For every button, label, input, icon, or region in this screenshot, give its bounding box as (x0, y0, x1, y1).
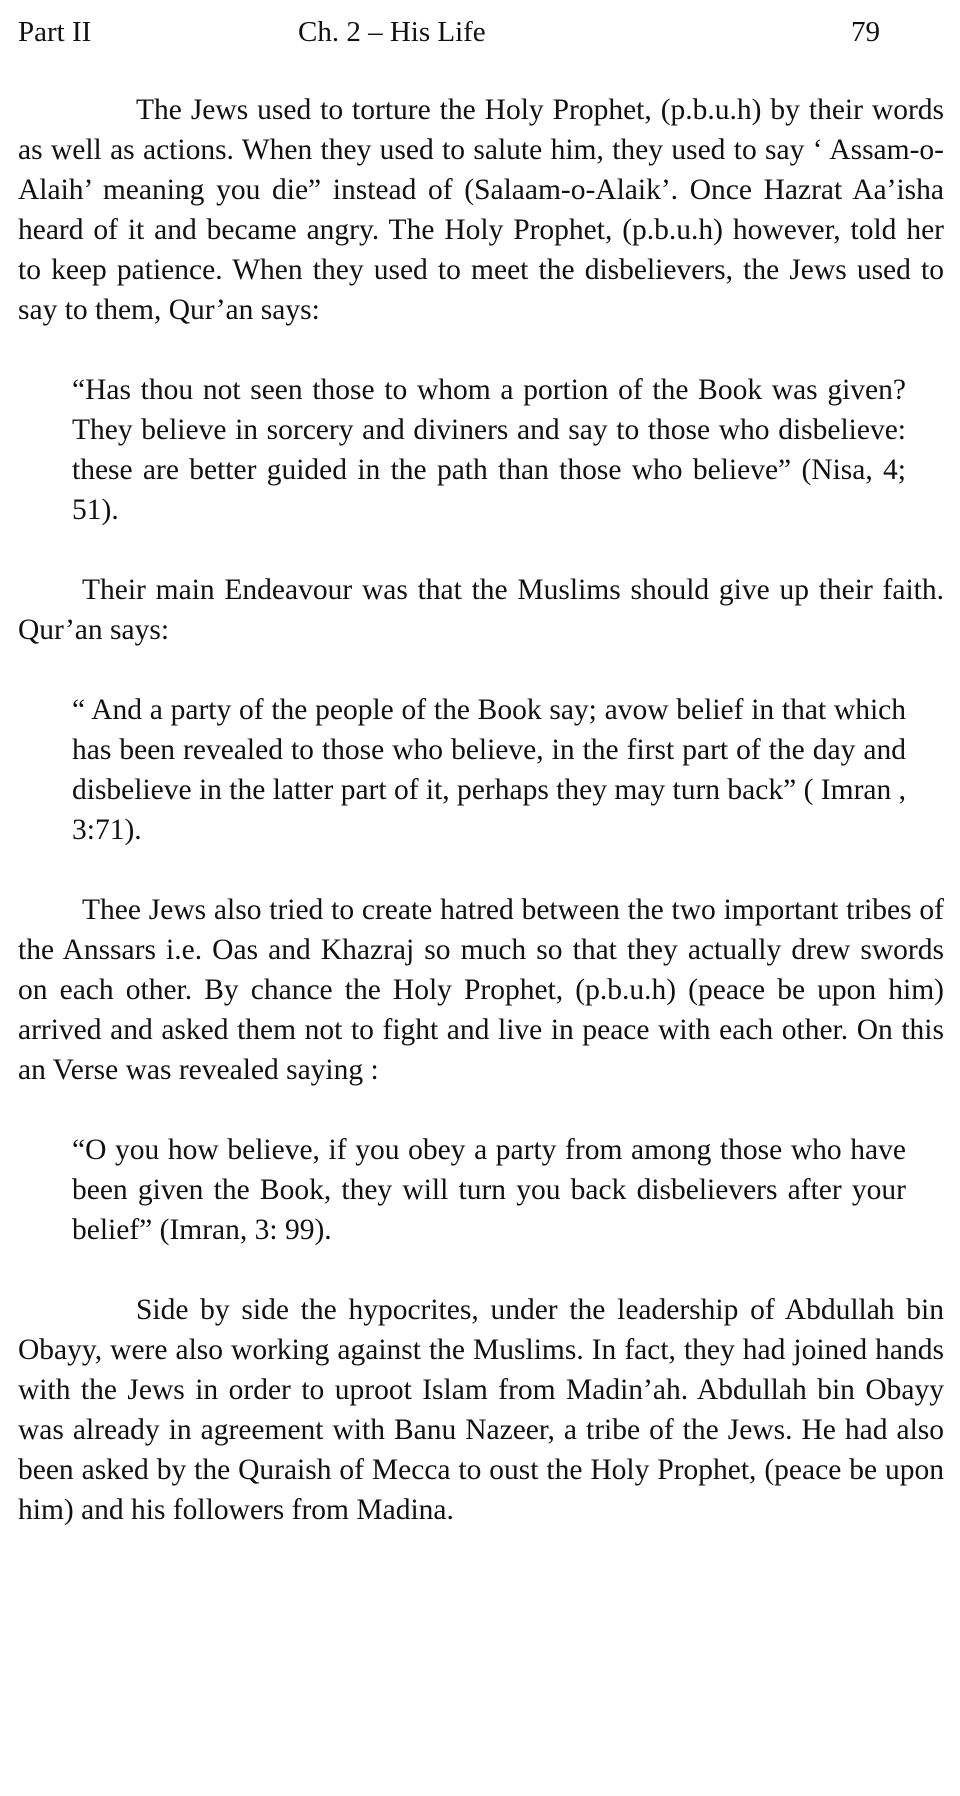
paragraph-4: Side by side the hypocrites, under the leadership of Abdullah bin Obayy, were also working against the Muslims. In fact, they had joined hands with the Jews in order to uproot Islam from Madin’ah. Abdullah bin Obayy was already in agreement with Banu Nazeer, a tribe of the Jews. He had also been asked by the Quraish of Mecca to oust the Holy Prophet, (peace be upon him) and his followers from Madina. (18, 1294, 944, 1526)
running-header (18, 14, 880, 54)
paragraph-1: The Jews used to torture the Holy Prophet, (p.b.u.h) by their words as well as actions. When they used to salute him, they used to say ‘ Assam-o-Alaih’ meaning you die” instead of (Salaam-o-Alaik’. Once Hazrat Aa’isha heard of it and became angry. The Holy Prophet, (p.b.u.h) however, told her to keep patience. When they used to meet the disbelievers, the Jews used to say to them, Qur’an says: (18, 94, 944, 326)
quote-3: “O you how believe, if you obey a party from among those who have been given the Book, they will turn you back disbelievers after your belief” (Imran, 3: 99). (72, 1134, 906, 1246)
page-number: 79 (851, 16, 880, 48)
quote-1: “Has thou not seen those to whom a portion of the Book was given? They believe in sorcery and diviners and say to those who disbelieve: these are better guided in the path than those who believe” (Nisa, 4; 51). (72, 374, 906, 526)
page-body (18, 90, 944, 1530)
quote-2: “ And a party of the people of the Book say; avow belief in that which has been revealed to those who believe, in the first part of the day and disbelieve in the latter part of it, perhaps they may turn back” ( Imran , 3:71). (72, 694, 906, 846)
paragraph-3: Thee Jews also tried to create hatred between the two important tribes of the Anssars i.e. Oas and Khazraj so much so that they actually drew swords on each other. By chance the Holy Prophet, (p.b.u.h) (peace be upon him) arrived and asked them not to fight and live in peace with each other. On this an Verse was revealed saying : (18, 894, 944, 1086)
chapter-title: Ch. 2 – His Life (298, 16, 486, 48)
paragraph-2: Their main Endeavour was that the Muslims should give up their faith. Qur’an says: (18, 574, 944, 646)
part-label: Part II (18, 16, 92, 48)
